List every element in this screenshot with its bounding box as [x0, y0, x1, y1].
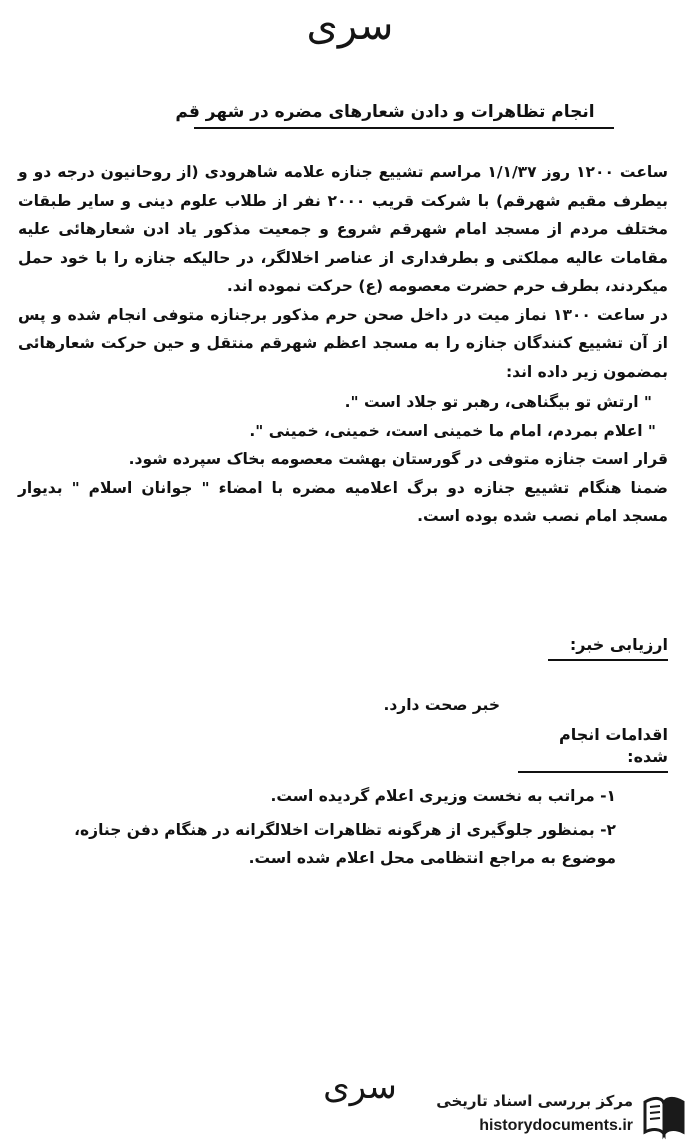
- classification-stamp-top: سری: [306, 3, 394, 49]
- leaflet-paragraph: ضمنا هنگام تشییع جنازه دو برگ اعلامیه مضره با امضاء " جوانان اسلام " بدیوار مسجد امام نصب شده بوده است.: [18, 478, 668, 525]
- watermark-url: historydocuments.ir: [479, 1117, 633, 1134]
- book-icon: [639, 1092, 689, 1140]
- body-paragraph-1: ساعت ۱۲۰۰ روز ۱/۱/۳۷ مراسم تشییع جنازه علامه شاهرودی (از روحانیون درجه دو و بیطرف مقیم شهرقم) با شرکت قریب ۲۰۰۰ نفر از طلاب علوم دینی و سایر طبقات مختلف مردم از مسجد امام شهرقم شروع و جمعیت مذکور یاد ادن شعارهائی علیه مقامات عالیه مملکتی و بطرفداری از عناصر اخلالگر، در حالیکه جنازه را با خود حمل میکردند، بطرف حرم حضرت معصومه (ع) حرکت نموده اند.: [18, 163, 668, 295]
- body-paragraph-2: در ساعت ۱۳۰۰ نماز میت در داخل صحن حرم مذکور برجنازه متوفی انجام شده و پس از آن تشییع کنندگان جنازه را به مسجد اعظم شهرقم منتقل و حین حرکت شعارهائی بمضمون زیر داده اند:: [18, 305, 669, 381]
- action-item-2: ۲- بمنظور جلوگیری از هرگونه تظاهرات اخلالگرانه در هنگام دفن جنازه، موضوع به مراجع انتظامی محل اعلام شده است.: [74, 821, 616, 867]
- evaluation-heading: [548, 634, 668, 661]
- slogan-quote-2: " اعلام بمردم، امام ما خمینی است، خمینی، خمینی ".: [249, 421, 656, 440]
- classification-stamp-bottom: سری: [323, 1067, 397, 1107]
- evaluation-heading-label: ارزیابی خبر:: [569, 635, 668, 654]
- report-body: [18, 158, 668, 531]
- title-underline: [194, 127, 614, 129]
- burial-paragraph: قرار است جنازه متوفی در گورستان بهشت معصومه بخاک سپرده شود.: [128, 450, 668, 468]
- actions-heading: [518, 724, 668, 773]
- actions-list: [28, 782, 668, 872]
- document-title: انجام تظاهرات و دادن شعارهای مضره در شهر قم: [175, 102, 595, 122]
- actions-heading-label: اقدامات انجام شده:: [558, 725, 668, 766]
- evaluation-heading-underline: [548, 659, 668, 661]
- action-item-1: ۱- مراتب به نخست وزیری اعلام گردیده است.: [270, 787, 616, 805]
- evaluation-text: خبر صحت دارد.: [383, 696, 500, 714]
- archive-watermark: [410, 1088, 695, 1144]
- watermark-title: مرکز بررسی اسناد تاریخی: [436, 1092, 633, 1110]
- actions-heading-underline: [518, 771, 668, 773]
- slogan-quote-1: " ارتش تو بیگناهی، رهبر تو جلاد است ".: [344, 393, 652, 411]
